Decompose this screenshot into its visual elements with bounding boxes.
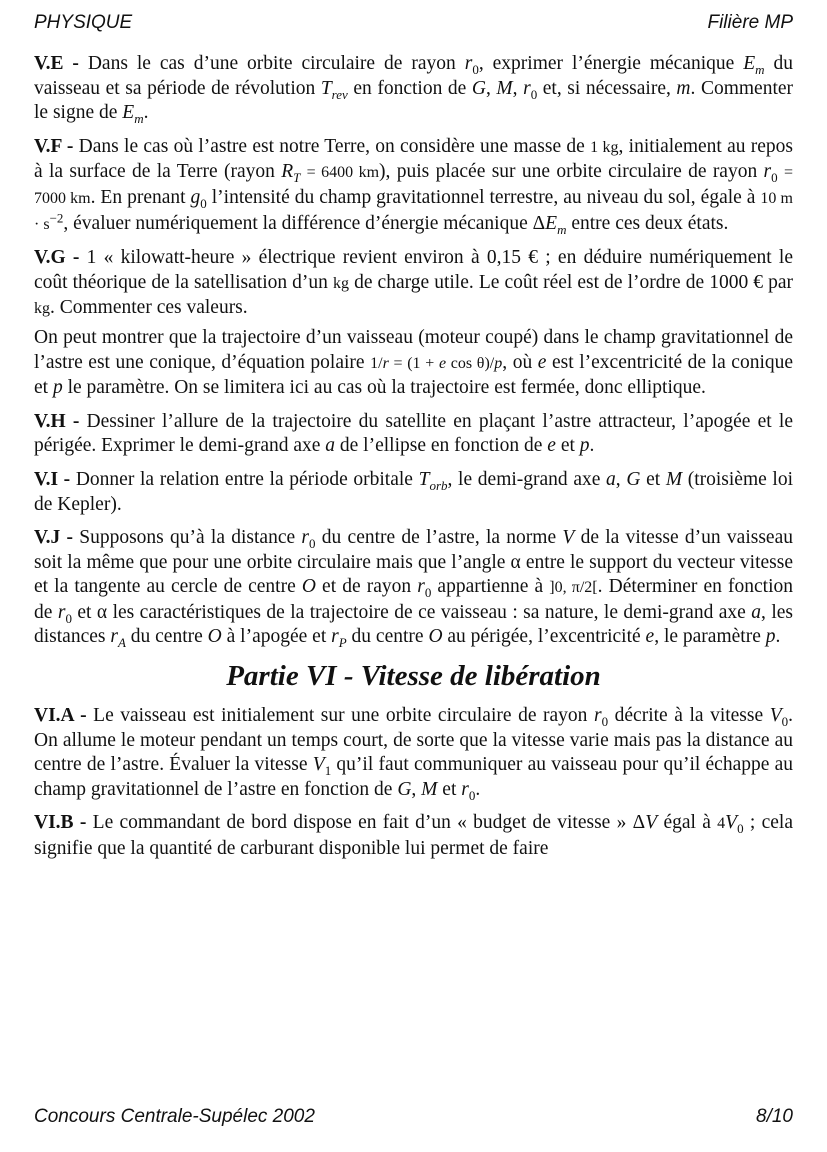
page-header — [34, 12, 793, 36]
question-via: VI.A - Le vaisseau est initialement sur une orbite circulaire de rayon $r_0$ décrite à la vitesse $V_0$. On allume le moteur pendant un temps court, de sorte que la vitesse varie mais pas la distance au centre de l’astre. Évaluer la vitesse $V_1$ qu’il faut communiquer au vaisseau pour qu’il échappe au champ gravitationnel de l’astre en fonction de G, M et $r_0$. — [34, 705, 794, 803]
question-label: V.F - — [34, 135, 74, 157]
question-label: V.J - — [34, 527, 73, 549]
part-title: Partie VI - Vitesse de libération — [226, 660, 601, 693]
page-footer — [34, 1106, 793, 1130]
header-subject: PHYSIQUE — [34, 12, 133, 33]
question-vj: V.J - Supposons qu’à la distance $r_0$ du centre de l’astre, la norme V de la vitesse d’un vaisseau soit la même que pour une orbite circulaire mais que l’angle α entre le support du vecteur vitesse et la tangente au cercle de centre O et de rayon $r_0$ appartienne à ]0, π/2[. Déterminer en fonction de $r_0$ et α les caractéristiques de la trajectoire de ce vaisseau : sa nature, le demi-grand axe a, les distances $r_A$ du centre O à l’apogée et $r_P$ du centre O au périgée, l’excentricité e, le paramètre p. — [34, 527, 793, 651]
paragraph-conique: On peut montrer que la trajectoire d’un vaisseau (moteur coupé) dans le champ gravitationnel de l’astre est une conique, d’équation polaire 1/r = (1 + e cos θ)/p, où e est l’excentricité de la conique et p le paramètre. On se limitera ici au cas où la trajectoire est fermée, donc elliptique. — [34, 326, 794, 399]
question-label: VI.B - — [34, 812, 87, 834]
question-label: V.I - — [34, 468, 71, 490]
footer-page-number: 8/10 — [756, 1106, 793, 1127]
question-vi: V.I - Donner la relation entre la période orbitale $T_{orb}$, le demi-grand axe a, G et M (troisième loi de Kepler). — [34, 468, 794, 515]
question-label: VI.A - — [34, 705, 87, 727]
footer-exam: Concours Centrale-Supélec 2002 — [34, 1106, 315, 1127]
question-ve: V.E - Dans le cas d’une orbite circulaire de rayon $r_0$, exprimer l’énergie mécanique $E_m$ du vaisseau et sa période de révolution $T_{rev}$ en fonction de G, M, $r_0$ et, si nécessaire, m. Commenter le signe de $E_m$. — [34, 53, 794, 127]
question-vf: V.F - Dans le cas où l’astre est notre Terre, on considère une masse de 1 kg, initialement au repos à la surface de la Terre (rayon $R_T = 6400$ km), puis placée sur une orbite circulaire de rayon $r_0 = 7000$ km. En prenant $g_0$ l’intensité du champ gravitationnel terrestre, au niveau du sol, égale à 10 $m \cdot s^{-2}$, évaluer numériquement la différence d’énergie mécanique $\Delta E_m$ entre ces deux états. — [34, 135, 794, 237]
question-vh: V.H - Dessiner l’allure de la trajectoire du satellite en plaçant l’astre attracteur, l’apogée et le périgée. Exprimer le demi-grand axe a de l’ellipse en fonction de e et p. — [34, 410, 793, 457]
question-vg: V.G - 1 « kilowatt-heure » électrique revient environ à 0,15 € ; en déduire numériquement le coût théorique de la satellisation d’un kg de charge utile. Le coût réel est de l’ordre de 1000 € par kg. Commenter ces valeurs. — [34, 247, 794, 319]
question-label: V.H - — [34, 410, 80, 432]
header-track: Filière MP — [707, 12, 793, 33]
question-label: V.E - — [34, 53, 79, 74]
question-vib: VI.B - Le commandant de bord dispose en fait d’un « budget de vitesse » ΔV égal à $4V_0$ ; cela signifie que la quantité de carburant disponible lui permet de faire — [34, 812, 793, 860]
document-body — [34, 52, 793, 871]
question-label: V.G - — [34, 247, 80, 269]
